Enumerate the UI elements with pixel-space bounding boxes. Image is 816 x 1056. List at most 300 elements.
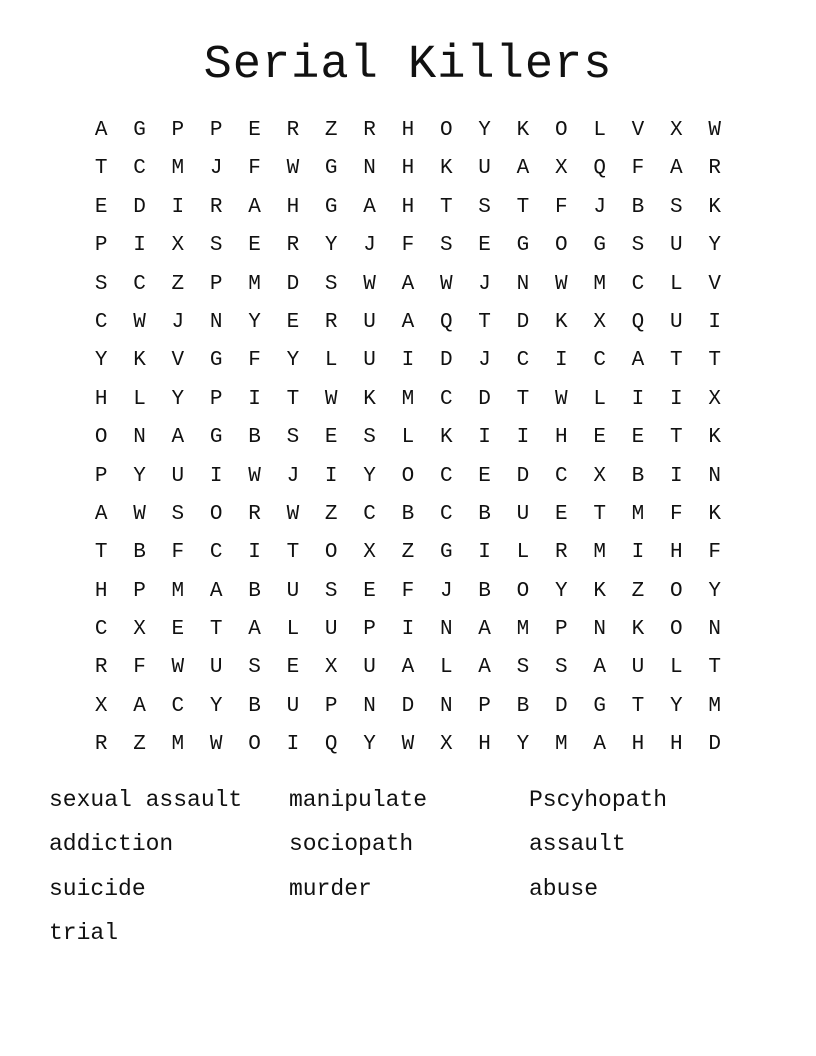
grid-letter: C	[439, 387, 453, 411]
grid-letter: B	[631, 464, 645, 488]
grid-letter: F	[670, 502, 683, 526]
grid-row	[82, 496, 734, 534]
grid-letter: S	[631, 234, 645, 258]
grid-letter: R	[363, 119, 376, 142]
grid-letter: J	[439, 579, 453, 603]
grid-letter: D	[708, 733, 721, 757]
grid-letter: M	[171, 579, 185, 603]
grid-letter: C	[171, 694, 185, 718]
grid-letter: O	[516, 579, 530, 603]
grid-letter: B	[133, 541, 146, 565]
grid-letter: C	[631, 272, 645, 296]
grid-letter: E	[286, 656, 300, 680]
grid-letter: M	[631, 502, 645, 526]
grid-letter: R	[209, 195, 223, 219]
grid-letter: W	[401, 733, 415, 757]
grid-letter: M	[554, 733, 568, 757]
grid-letter: W	[286, 157, 300, 181]
grid-letter: E	[248, 234, 261, 258]
grid-letter: T	[708, 656, 721, 680]
grid-letter: Y	[286, 349, 300, 373]
grid-letter: L	[593, 119, 606, 142]
grid-letter: N	[133, 426, 146, 450]
grid-letter: U	[363, 349, 376, 373]
grid-letter: M	[171, 733, 185, 757]
grid-letter: U	[670, 234, 683, 258]
grid-letter: A	[248, 195, 261, 219]
grid-letter: X	[439, 733, 453, 757]
grid-letter: Y	[478, 119, 491, 142]
grid-row	[82, 573, 734, 611]
grid-letter: J	[593, 195, 606, 219]
grid-letter: A	[593, 733, 606, 757]
grid-letter: Y	[708, 234, 721, 258]
grid-letter: I	[631, 387, 645, 411]
grid-letter: Y	[248, 310, 261, 334]
grid-row	[82, 112, 734, 150]
grid-row	[82, 189, 734, 227]
grid-letter: O	[439, 119, 453, 142]
grid-letter: E	[286, 310, 300, 334]
grid-letter: F	[171, 541, 185, 565]
grid-letter: Z	[401, 541, 415, 565]
grid-letter: H	[631, 733, 645, 757]
grid-row	[82, 381, 734, 419]
grid-letter: S	[670, 195, 683, 219]
grid-letter: I	[324, 464, 338, 488]
grid-letter: U	[286, 579, 300, 603]
grid-letter: D	[516, 310, 530, 334]
grid-letter: T	[670, 349, 683, 373]
grid-row	[82, 419, 734, 457]
grid-letter: H	[478, 733, 491, 757]
grid-letter: T	[708, 349, 721, 373]
grid-letter: S	[324, 272, 338, 296]
grid-letter: P	[209, 119, 223, 142]
grid-letter: C	[516, 349, 530, 373]
grid-letter: U	[286, 694, 300, 718]
grid-letter: U	[363, 310, 376, 334]
grid-letter: W	[363, 272, 376, 296]
grid-letter: I	[133, 234, 146, 258]
grid-letter: R	[554, 541, 568, 565]
grid-letter: B	[401, 502, 415, 526]
grid-letter: C	[593, 349, 606, 373]
grid-letter: A	[248, 618, 261, 642]
grid-letter: K	[708, 426, 721, 450]
grid-letter: B	[478, 502, 491, 526]
grid-letter: X	[171, 234, 185, 258]
grid-letter: T	[94, 541, 108, 565]
grid-letter: L	[401, 426, 415, 450]
grid-letter: Y	[171, 387, 185, 411]
grid-letter: J	[286, 464, 300, 488]
grid-letter: I	[670, 387, 683, 411]
grid-letter: K	[516, 119, 530, 142]
grid-letter: Y	[363, 464, 376, 488]
grid-letter: R	[94, 733, 108, 757]
grid-letter: O	[670, 618, 683, 642]
grid-letter: O	[94, 426, 108, 450]
grid-letter: C	[94, 618, 108, 642]
grid-letter: U	[363, 656, 376, 680]
grid-letter: K	[554, 310, 568, 334]
grid-letter: S	[324, 579, 338, 603]
grid-letter: L	[516, 541, 530, 565]
grid-letter: E	[324, 426, 338, 450]
grid-letter: I	[209, 464, 223, 488]
grid-letter: F	[631, 157, 645, 181]
grid-letter: Q	[593, 157, 606, 181]
grid-letter: P	[94, 464, 108, 488]
grid-letter: T	[478, 310, 491, 334]
grid-letter: U	[631, 656, 645, 680]
grid-letter: C	[439, 464, 453, 488]
grid-letter: R	[286, 119, 300, 142]
grid-letter: O	[554, 119, 568, 142]
word-list-item: sociopath	[289, 831, 414, 858]
grid-letter: N	[439, 618, 453, 642]
grid-letter: S	[171, 502, 185, 526]
grid-letter: A	[478, 656, 491, 680]
grid-letter: Y	[554, 579, 568, 603]
grid-letter: T	[286, 541, 300, 565]
grid-letter: S	[248, 656, 261, 680]
grid-letter: N	[439, 694, 453, 718]
grid-letter: Z	[631, 579, 645, 603]
grid-letter: K	[708, 502, 721, 526]
grid-letter: H	[94, 387, 108, 411]
grid-letter: E	[631, 426, 645, 450]
grid-letter: I	[670, 464, 683, 488]
grid-letter: D	[516, 464, 530, 488]
grid-letter: X	[324, 656, 338, 680]
grid-letter: M	[248, 272, 261, 296]
grid-letter: X	[708, 387, 721, 411]
grid-letter: M	[593, 272, 606, 296]
grid-letter: R	[286, 234, 300, 258]
grid-letter: X	[593, 464, 606, 488]
grid-letter: S	[516, 656, 530, 680]
grid-letter: L	[439, 656, 453, 680]
grid-letter: X	[554, 157, 568, 181]
grid-row	[82, 458, 734, 496]
grid-letter: O	[670, 579, 683, 603]
grid-letter: I	[554, 349, 568, 373]
grid-letter: N	[363, 694, 376, 718]
grid-letter: K	[363, 387, 376, 411]
grid-letter: D	[286, 272, 300, 296]
grid-letter: B	[248, 579, 261, 603]
word-list-item: sexual assault	[49, 787, 243, 813]
grid-letter: Y	[516, 733, 530, 757]
grid-letter: I	[401, 618, 415, 642]
grid-letter: G	[593, 234, 606, 258]
grid-letter: Z	[171, 272, 185, 296]
grid-letter: I	[478, 426, 491, 450]
grid-letter: Y	[209, 694, 223, 718]
word-list	[49, 778, 769, 955]
grid-letter: O	[401, 464, 415, 488]
grid-letter: W	[133, 502, 146, 526]
grid-letter: P	[209, 272, 223, 296]
grid-letter: A	[209, 579, 223, 603]
grid-letter: U	[324, 618, 338, 642]
grid-letter: A	[401, 272, 415, 296]
grid-letter: W	[554, 272, 568, 296]
grid-letter: I	[708, 310, 721, 334]
grid-letter: S	[286, 426, 300, 450]
grid-letter: B	[478, 579, 491, 603]
grid-letter: N	[209, 310, 223, 334]
grid-row	[82, 611, 734, 649]
grid-letter: D	[554, 694, 568, 718]
grid-letter: K	[631, 618, 645, 642]
grid-letter: A	[171, 426, 185, 450]
grid-letter: Y	[94, 349, 108, 373]
grid-letter: A	[133, 694, 146, 718]
grid-letter: T	[209, 618, 223, 642]
grid-letter: D	[133, 195, 146, 219]
grid-letter: G	[209, 426, 223, 450]
grid-letter: F	[248, 157, 261, 181]
grid-letter: D	[401, 694, 415, 718]
grid-letter: E	[478, 464, 491, 488]
grid-letter: E	[171, 618, 185, 642]
grid-letter: C	[133, 157, 146, 181]
grid-letter: M	[593, 541, 606, 565]
grid-letter: P	[478, 694, 491, 718]
grid-letter: L	[670, 656, 683, 680]
grid-letter: H	[401, 157, 415, 181]
grid-letter: E	[94, 195, 108, 219]
grid-letter: J	[209, 157, 223, 181]
grid-letter: E	[248, 119, 261, 142]
grid-letter: C	[439, 502, 453, 526]
grid-letter: T	[286, 387, 300, 411]
grid-letter: B	[248, 426, 261, 450]
grid-row	[82, 688, 734, 726]
grid-letter: J	[171, 310, 185, 334]
grid-letter: X	[363, 541, 376, 565]
grid-letter: L	[324, 349, 338, 373]
word-list-item: suicide	[49, 875, 146, 902]
grid-letter: W	[171, 656, 185, 680]
grid-letter: A	[401, 656, 415, 680]
grid-letter: S	[554, 656, 568, 680]
grid-letter: F	[708, 541, 721, 565]
grid-letter: T	[516, 195, 530, 219]
grid-letter: N	[708, 464, 721, 488]
grid-letter: A	[670, 157, 683, 181]
grid-letter: Z	[133, 733, 146, 757]
grid-letter: L	[670, 272, 683, 296]
grid-letter: G	[209, 349, 223, 373]
grid-letter: I	[248, 541, 261, 565]
grid-letter: U	[209, 656, 223, 680]
grid-letter: Y	[708, 579, 721, 603]
grid-letter: S	[209, 234, 223, 258]
grid-letter: O	[324, 541, 338, 565]
grid-letter: E	[593, 426, 606, 450]
grid-letter: G	[516, 234, 530, 258]
grid-letter: A	[363, 195, 376, 219]
grid-letter: K	[708, 195, 721, 219]
grid-row	[82, 726, 734, 764]
word-list-item: murder	[289, 875, 372, 902]
grid-letter: N	[708, 618, 721, 642]
grid-letter: R	[324, 310, 338, 334]
grid-letter: N	[516, 272, 530, 296]
grid-letter: A	[94, 119, 108, 142]
grid-letter: B	[248, 694, 261, 718]
grid-letter: N	[593, 618, 606, 642]
grid-letter: X	[670, 119, 683, 142]
grid-letter: V	[171, 349, 185, 373]
grid-letter: P	[554, 618, 568, 642]
grid-letter: H	[401, 195, 415, 219]
grid-letter: U	[171, 464, 185, 488]
grid-letter: W	[286, 502, 300, 526]
word-list-item: addiction	[49, 831, 174, 858]
grid-letter: U	[478, 157, 491, 181]
grid-letter: U	[670, 310, 683, 334]
grid-letter: S	[478, 195, 491, 219]
word-search-grid	[82, 112, 734, 765]
grid-letter: S	[439, 234, 453, 258]
grid-letter: J	[478, 272, 491, 296]
grid-letter: L	[286, 618, 300, 642]
grid-letter: P	[133, 579, 146, 603]
grid-letter: C	[94, 310, 108, 334]
grid-row	[82, 342, 734, 380]
grid-letter: H	[670, 733, 683, 757]
grid-letter: F	[133, 656, 146, 680]
grid-letter: K	[439, 157, 453, 181]
grid-letter: G	[324, 157, 338, 181]
grid-letter: P	[171, 119, 185, 142]
grid-letter: Y	[363, 733, 376, 757]
grid-letter: N	[363, 157, 376, 181]
grid-letter: Z	[324, 502, 338, 526]
grid-letter: G	[133, 119, 146, 142]
grid-letter: G	[593, 694, 606, 718]
grid-letter: M	[516, 618, 530, 642]
grid-letter: X	[133, 618, 146, 642]
grid-letter: K	[439, 426, 453, 450]
grid-letter: Z	[324, 119, 338, 142]
grid-letter: M	[708, 694, 721, 718]
grid-letter: Q	[631, 310, 645, 334]
word-list-item: Pscyhopath	[529, 787, 668, 813]
grid-letter: A	[631, 349, 645, 373]
grid-letter: L	[133, 387, 146, 411]
grid-letter: Q	[324, 733, 338, 757]
grid-letter: R	[708, 157, 721, 181]
grid-letter: P	[363, 618, 376, 642]
grid-row	[82, 304, 734, 342]
grid-letter: A	[401, 310, 415, 334]
grid-letter: K	[593, 579, 606, 603]
grid-letter: R	[94, 656, 108, 680]
grid-letter: H	[401, 119, 415, 142]
grid-letter: G	[439, 541, 453, 565]
grid-row	[82, 534, 734, 572]
grid-letter: A	[593, 656, 606, 680]
grid-letter: X	[593, 310, 606, 334]
grid-letter: C	[363, 502, 376, 526]
grid-letter: M	[171, 157, 185, 181]
grid-row	[82, 266, 734, 304]
grid-letter: P	[324, 694, 338, 718]
grid-letter: F	[401, 234, 415, 258]
grid-letter: P	[209, 387, 223, 411]
grid-letter: T	[670, 426, 683, 450]
grid-letter: U	[516, 502, 530, 526]
grid-letter: D	[478, 387, 491, 411]
grid-letter: I	[516, 426, 530, 450]
grid-letter: J	[478, 349, 491, 373]
grid-letter: L	[593, 387, 606, 411]
grid-letter: H	[554, 426, 568, 450]
grid-letter: R	[248, 502, 261, 526]
grid-row	[82, 227, 734, 265]
grid-letter: W	[439, 272, 453, 296]
grid-row	[82, 649, 734, 687]
grid-letter: T	[593, 502, 606, 526]
grid-letter: E	[363, 579, 376, 603]
grid-letter: D	[439, 349, 453, 373]
word-list-item: abuse	[529, 875, 599, 902]
grid-letter: W	[554, 387, 568, 411]
grid-letter: A	[516, 157, 530, 181]
grid-letter: I	[631, 541, 645, 565]
grid-letter: F	[248, 349, 261, 373]
grid-letter: T	[94, 157, 108, 181]
grid-letter: A	[478, 618, 491, 642]
grid-letter: B	[631, 195, 645, 219]
grid-letter: F	[401, 579, 415, 603]
grid-letter: C	[554, 464, 568, 488]
grid-letter: V	[708, 272, 721, 296]
grid-letter: T	[516, 387, 530, 411]
grid-letter: C	[133, 272, 146, 296]
grid-letter: H	[94, 579, 108, 603]
grid-letter: K	[133, 349, 146, 373]
grid-row	[82, 150, 734, 188]
grid-letter: H	[670, 541, 683, 565]
grid-letter: V	[631, 119, 645, 142]
grid-letter: W	[708, 119, 721, 142]
page-title: Serial Killers	[203, 39, 613, 92]
grid-letter: J	[363, 234, 376, 258]
grid-letter: P	[94, 234, 108, 258]
grid-letter: E	[478, 234, 491, 258]
grid-letter: M	[401, 387, 415, 411]
grid-letter: T	[631, 694, 645, 718]
grid-letter: W	[133, 310, 146, 334]
word-list-item: manipulate	[289, 787, 428, 813]
grid-letter: I	[248, 387, 261, 411]
grid-letter: O	[554, 234, 568, 258]
grid-letter: W	[248, 464, 261, 488]
word-list-item: assault	[529, 831, 626, 858]
grid-letter: I	[401, 349, 415, 373]
grid-letter: O	[209, 502, 223, 526]
grid-letter: W	[324, 387, 338, 411]
grid-letter: Y	[670, 694, 683, 718]
grid-letter: I	[478, 541, 491, 565]
